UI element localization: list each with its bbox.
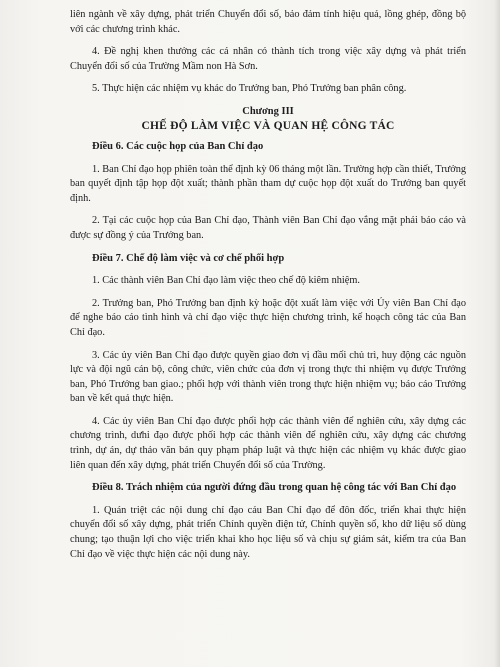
article-7-paragraph-3: 3. Các ủy viên Ban Chỉ đạo được quyền giao đơn vị đầu mối chủ trì, huy động các nguồn lực và đội ngũ cán bộ, công chức, viên chức của đơn vị trong thực thi nhiệm vụ được Trưởng ban, Phó Trưởng ban giao.; phối hợp với thành viên trong thực hiện nhiệm vụ; báo cáo Trưởng ban về kết quả thực hiện. [70, 349, 466, 405]
article-7-paragraph-4: 4. Các ủy viên Ban Chỉ đạo được phối hợp các thành viên để nghiên cứu, xây dựng các chương trình, dưhi đạo được phối hợp các thành viên để nghiên cứu, xây dựng các chương trình, dự án, dự thảo văn bản quy phạm pháp luật và thực hiện các nhiệm vụ khác được giao liên quan đến xây dựng, phát triển Chuyển đổi số của Trường. [70, 415, 466, 471]
paragraph-continuation: liên ngành về xây dựng, phát triển Chuyển đổi số, bảo đảm tính hiệu quả, lồng ghép, đồng bộ với các chương trình khác. [70, 9, 466, 35]
chapter-title: CHẾ ĐỘ LÀM VIỆC VÀ QUAN HỆ CÔNG TÁC [141, 119, 395, 132]
article-7-paragraph-1: 1. Các thành viên Ban Chỉ đạo làm việc theo chế độ kiêm nhiệm. [92, 275, 360, 287]
article-7-paragraph-2: 2. Trưởng ban, Phó Trưởng ban định kỳ hoặc đột xuất làm việc với Ủy viên Ban Chỉ đạo để nghe báo cáo tình hình và chỉ đạo việc thực hiện chương trình, kế hoạch công tác của Ban Chỉ đạo. [70, 297, 466, 338]
article-6-paragraph-2: 2. Tại các cuộc họp của Ban Chỉ đạo, Thành viên Ban Chỉ đạo vắng mặt phải báo cáo và được sự đồng ý của Trưởng ban. [70, 215, 466, 241]
article-8-heading: Điều 8. Trách nhiệm của người đứng đầu trong quan hệ công tác với Ban Chỉ đạo [92, 482, 457, 494]
article-7-heading: Điều 7. Chế độ làm việc và cơ chế phối hợp [92, 252, 285, 264]
chapter-label: Chương III [242, 105, 294, 117]
paragraph-item-5: 5. Thực hiện các nhiệm vụ khác do Trưởng ban, Phó Trưởng ban phân công. [92, 83, 407, 95]
article-8-paragraph-1: 1. Quán triệt các nội dung chỉ đạo cảu Ban Chỉ đạo để đôn đốc, triển khai thực hiện chuyển đổi số xây dựng, phát triển Chính quyền điện tử, Chính quyền số, kho dữ liệu số dùng chung; tạo thuận lợi cho việc triển khai kho học liệu số và chịu sự giám sát, kiểm tra của Ban Chỉ đạo về việc thực hiện các nội dung này. [70, 504, 466, 560]
paragraph-item-4: 4. Đề nghị khen thưởng các cá nhân có thành tích trong việc xây dựng và phát triển Chuyển đổi số của Trường Mầm non Hà Sơn. [70, 46, 466, 72]
article-6-paragraph-1: 1. Ban Chỉ đạo họp phiên toàn thể định kỳ 06 tháng một lần. Trường hợp cần thiết, Trưởng ban quyết định tập họp đột xuất; thành phần tham dự cuộc họp đột xuất do Trưởng ban quyết định. [70, 163, 466, 204]
article-6-heading: Điều 6. Các cuộc họp của Ban Chỉ đạo [92, 140, 264, 152]
